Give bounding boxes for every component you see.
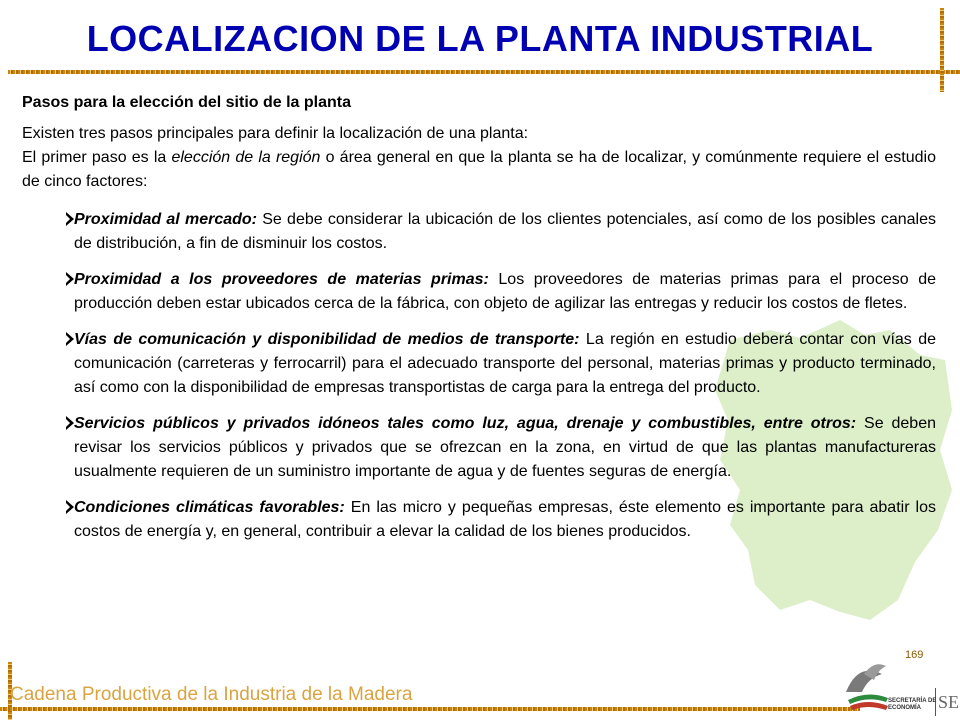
main-content [22, 94, 936, 556]
intro-text-post: o área general en que la planta se ha de localizar, y comúnmente requiere el estudio de cinco factores: [22, 149, 936, 190]
arrow-bullet-icon [66, 500, 74, 514]
arrow-bullet-icon [66, 212, 74, 226]
factor-text: En las micro y pequeñas empresas, éste elemento es importante para abatir los costos de energía y, en general, contribuir a elevar la calidad de los bienes producidos. [74, 499, 936, 540]
intro-text-pre: El primer paso es la [22, 149, 172, 166]
factor-term: Condiciones climáticas favorables: [74, 499, 345, 516]
factor-item [74, 328, 936, 400]
factor-term: Servicios públicos y privados idóneos tales como luz, agua, drenaje y combustibles, entre otros: [74, 415, 857, 432]
logo-line-2: ECONOMÍA [888, 705, 921, 711]
arrow-bullet-icon [66, 332, 74, 346]
intro-paragraph [22, 122, 936, 194]
footer-caption: Cadena Productiva de la Industria de la Madera [10, 684, 413, 705]
factor-term: Proximidad al mercado: [74, 211, 257, 228]
factor-term: Proximidad a los proveedores de materias primas: [74, 271, 489, 288]
bottom-decorative-line [0, 707, 860, 711]
factor-text: Los proveedores de materias primas para el proceso de producción deben estar ubicados cerca de la fábrica, con objeto de agilizar las entregas y reducir los costos de fletes. [74, 271, 936, 312]
factor-text: La región en estudio deberá contar con vías de comunicación (carreteras y ferrocarril) para el adecuado transporte del personal, materias primas y producto terminado, así como con la disponibilidad de empresas transportistas de carga para la entrega del producto. [74, 331, 937, 396]
factor-item [74, 208, 936, 256]
factor-item [74, 268, 936, 316]
page-title: LOCALIZACION DE LA PLANTA INDUSTRIAL [86, 18, 874, 59]
page-number: 169 [905, 649, 924, 661]
arrow-bullet-icon [66, 272, 74, 286]
factor-text: Se deben revisar los servicios públicos y privados que se ofrezcan en la zona, en virtud de que las plantas manufactureras usualmente requieren de un suministro importante de agua y de fuentes seguras de energía. [74, 415, 937, 480]
arrow-bullet-icon [66, 416, 74, 430]
intro-line-1: Existen tres pasos principales para definir la localización de una planta: [22, 125, 529, 142]
logo-mark: SE [938, 692, 960, 712]
logo-caption [888, 698, 936, 712]
section-subheading: Pasos para la elección del sitio de la planta [22, 94, 352, 111]
logo-line-1: SECRETARÍA DE [888, 698, 937, 704]
intro-emphasis: elección de la región [171, 149, 321, 166]
factor-term: Vías de comunicación y disponibilidad de medios de transporte: [74, 331, 580, 348]
top-decorative-line [8, 70, 960, 74]
factor-item [74, 496, 936, 544]
factor-item [74, 412, 936, 484]
factor-text: Se debe considerar la ubicación de los clientes potenciales, así como de los posibles canales de distribución, a fin de disminuir los costos. [74, 211, 936, 252]
